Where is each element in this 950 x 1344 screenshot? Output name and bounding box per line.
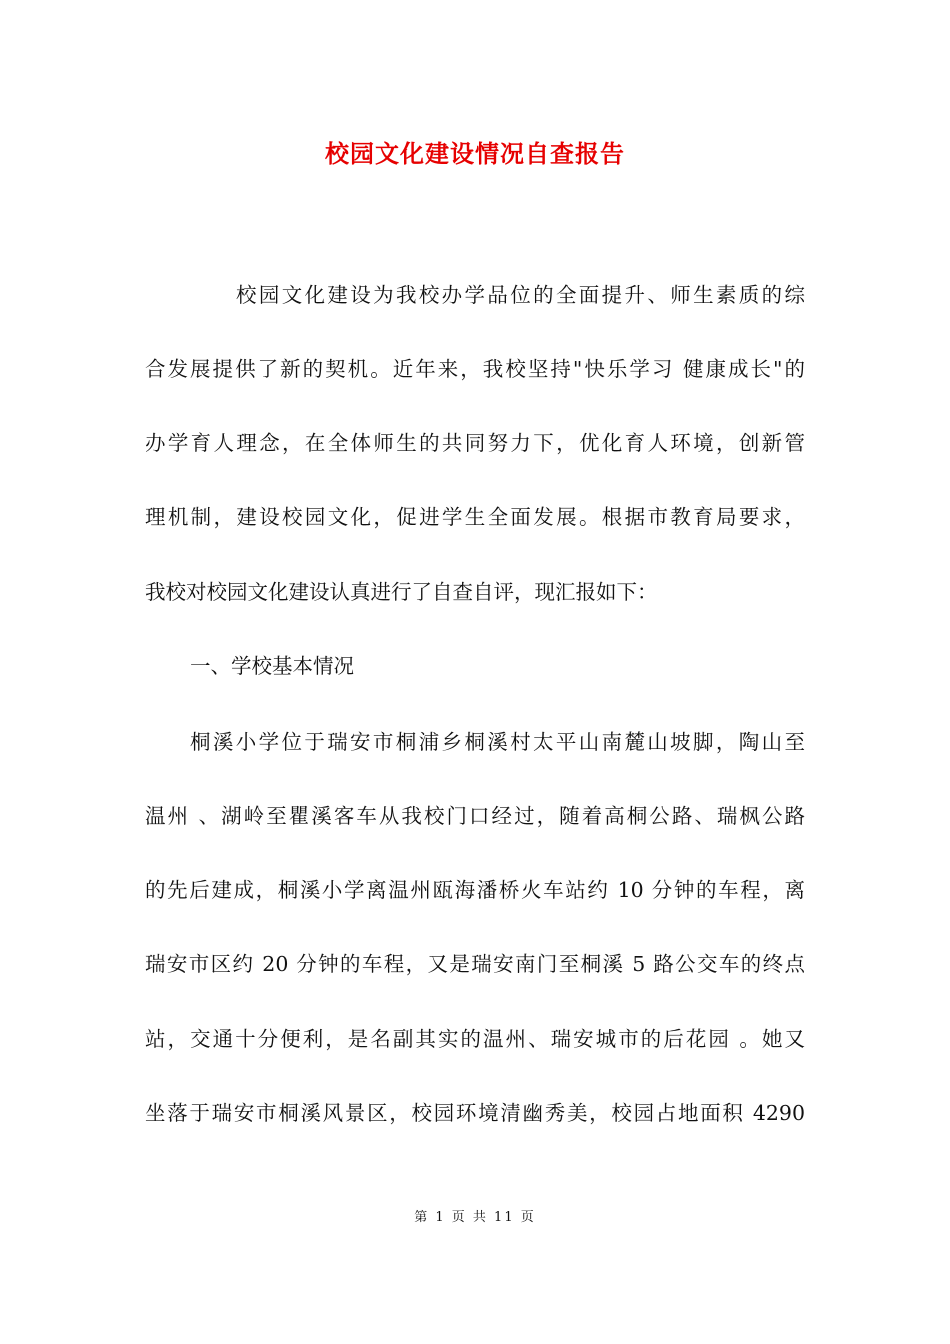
paragraph-line-6: 桐溪小学位于瑞安市桐浦乡桐溪村太平山南麓山坡脚，陶山至 — [190, 730, 805, 754]
paragraph-line-3: 办学育人理念，在全体师生的共同努力下，优化育人环境，创新管 — [145, 431, 805, 455]
paragraph-line-4: 理机制，建设校园文化，促进学生全面发展。根据市教育局要求， — [145, 505, 805, 529]
paragraph-line-7: 温州 、湖岭至瞿溪客车从我校门口经过，随着高桐公路、瑞枫公路 — [145, 804, 805, 828]
paragraph-line-11: 坐落于瑞安市桐溪风景区，校园环境清幽秀美，校园占地面积 4290 — [145, 1101, 805, 1125]
paragraph-line-5: 我校对校园文化建设认真进行了自查自评，现汇报如下： — [145, 580, 658, 604]
section-heading-basic-info: 一、学校基本情况 — [190, 654, 354, 678]
paragraph-line-2: 合发展提供了新的契机。近年来，我校坚持"快乐学习 健康成长"的 — [145, 357, 805, 381]
paragraph-line-9: 瑞安市区约 20 分钟的车程，又是瑞安南门至桐溪 5 路公交车的终点 — [145, 952, 805, 976]
paragraph-line-10: 站，交通十分便利，是名副其实的温州、瑞安城市的后花园 。她又 — [145, 1027, 805, 1051]
paragraph-line-1: 校园文化建设为我校办学品位的全面提升、师生素质的综 — [236, 283, 805, 307]
page-number-footer: 第 1 页 共 11 页 — [414, 1210, 536, 1225]
document-title: 校园文化建设情况自查报告 — [325, 139, 625, 168]
paragraph-line-8: 的先后建成，桐溪小学离温州瓯海潘桥火车站约 10 分钟的车程，离 — [145, 878, 805, 902]
